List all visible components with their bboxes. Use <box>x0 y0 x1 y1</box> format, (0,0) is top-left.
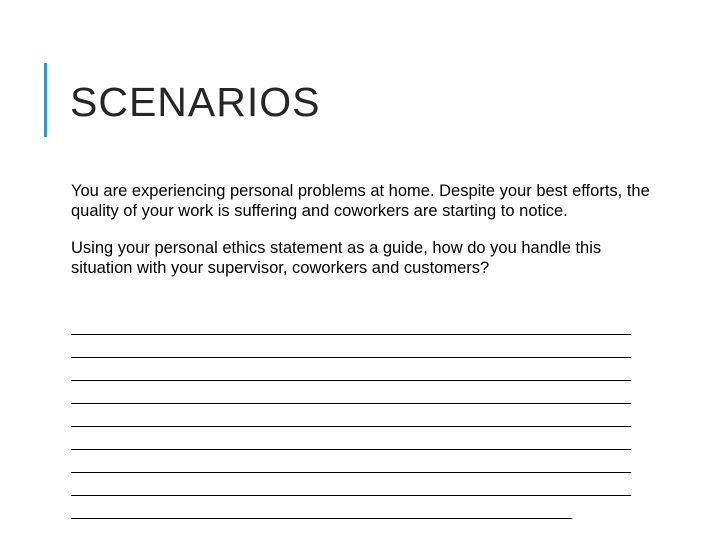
title-accent-bar <box>44 63 47 137</box>
question-paragraph: Using your personal ethics statement as a guide, how do you handle this situation with your supervisor, coworkers and customers? <box>71 239 602 277</box>
answer-line <box>71 473 631 496</box>
answer-line <box>71 427 631 450</box>
answer-line <box>71 335 631 358</box>
answer-line <box>71 358 631 381</box>
slide-body <box>71 182 651 278</box>
slide-title: SCENARIOS <box>70 79 321 125</box>
answer-line <box>71 404 631 427</box>
answer-line <box>71 381 631 404</box>
answer-line <box>71 450 631 473</box>
answer-line <box>71 496 631 519</box>
answer-line <box>71 312 631 335</box>
answer-lines <box>71 312 631 519</box>
scenario-paragraph: You are experiencing personal problems at home. Despite your best efforts, the quality of your work is suffering and coworkers are starting to notice. <box>71 182 650 220</box>
